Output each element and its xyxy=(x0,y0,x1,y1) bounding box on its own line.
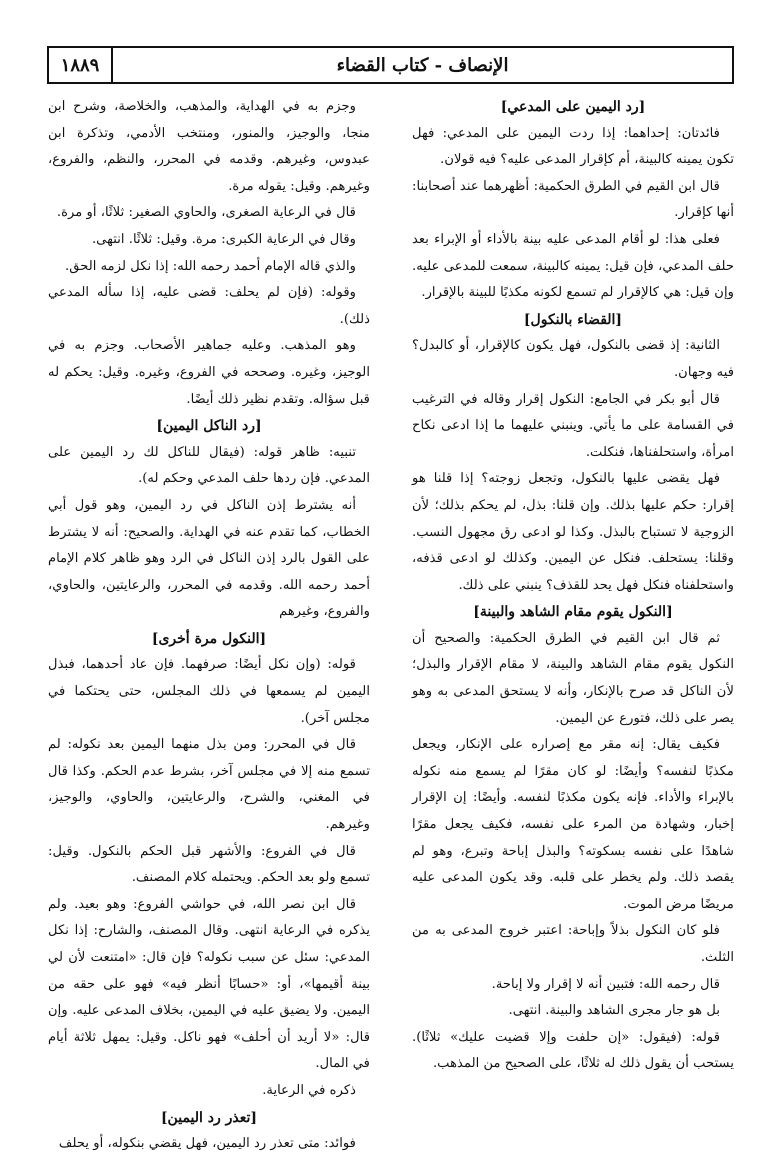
paragraph: قال رحمه الله: فتبين أنه لا إقرار ولا إباحة. xyxy=(491,976,720,992)
running-title: الإنصاف - كتاب القضاء xyxy=(336,54,509,76)
paragraph: قال أبو بكر في الجامع: النكول إقرار وقاله في الترغيب في القسامة على ما يأتي. وينبني عليهما ما إذا ادعى نكاح امرأة، واستحلفناها، فنكلت. xyxy=(412,391,734,460)
paragraph: قال ابن نصر الله، في حواشي الفروع: وهو بعيد. ولم يذكره في الرعاية انتهى. وقال المصنف، والشارح: إذا نكل المدعي: سئل عن سبب نكوله؟ فإن قال: «امتنعت لأن لي بينة أقيمها»، أو: «حسابًا أنظر فيه» فهو على حقه من اليمين. ولا يضيق عليه في اليمين، بخلاف المدعى عليه. وإن قال: «لا أريد أن أحلف» فهو ناكل. وقيل: يمهل ثلاثة أيام في المال. xyxy=(48,896,370,1072)
page-header xyxy=(47,46,734,84)
right-column xyxy=(412,94,734,1084)
paragraph: قوله: (فيقول: «إن حلفت وإلا قضيت عليك» ثلاثًا). يستحب أن يقول ذلك له ثلاثًا، على الصحيح من المذهب. xyxy=(412,1029,734,1072)
paragraph: فعلى هذا: لو أقام المدعى عليه بينة بالأداء أو الإبراء بعد حلف المدعي، فإن قيل: يمينه كالبينة، سمعت للمدعى عليه. وإن قيل: هي كالإقرار لم تسمع لكونه مكذبًا للبينة بالإقرار. xyxy=(412,231,734,301)
paragraph: قال ابن القيم في الطرق الحكمية: أظهرهما عند أصحابنا: أنها كإقرار. xyxy=(412,178,734,221)
paragraph: فوائد: متى تعذر رد اليمين، فهل يقضي بنكوله، أو يحلف xyxy=(58,1136,356,1152)
paragraph: وقال في الرعاية الكبرى: مرة. وقيل: ثلاثًا. انتهى. xyxy=(91,231,356,247)
paragraph: وهو المذهب. وعليه جماهير الأصحاب. وجزم به في الوجيز، وغيره. وصححه في الفروع، وغيره. وقيل: يحكم له قبل سؤاله. وتقدم نظير ذلك أيضًا. xyxy=(48,338,370,407)
paragraph: ذكره في الرعاية. xyxy=(262,1082,356,1098)
paragraph: الثانية: إذ قضى بالنكول، فهل يكون كالإقرار، أو كالبدل؟ فيه وجهان. xyxy=(412,338,734,380)
section-heading: [رد الناكل اليمين] xyxy=(156,418,262,435)
paragraph: قال في المحرر: ومن بذل منهما اليمين بعد نكوله: لم تسمع منه إلا في مجلس آخر، بشرط عدم الحكم. وكذا قال في المغني، والشرح، والرعايتين، والحاوي، والوجيز، وغيرهم. xyxy=(48,737,370,833)
paragraph: ثم قال ابن القيم في الطرق الحكمية: والصحيح أن النكول يقوم مقام الشاهد والبينة، لا مقام الإقرار والبذل؛ لأن الناكل قد صرح بالإنكار، وأنه لا يستحق المدعى به وهو يصر على ذلك، فتورع عن اليمين. xyxy=(412,630,734,726)
paragraph: قوله: (وإن نكل أيضًا: صرفهما. فإن عاد أحدهما، فبذل اليمين لم يسمعها في ذلك المجلس، حتى يحتكما في مجلس آخر). xyxy=(48,657,370,726)
paragraph: وجزم به في الهداية، والمذهب، والخلاصة، وشرح ابن منجا، والوجيز، والمنور، ومنتخب الأدمي، وتذكرة ابن عبدوس، وغيرهم. وقدمه في المحرر، والنظم، والفروع، وغيرهم. وقيل: يقوله مرة. xyxy=(48,99,370,194)
paragraph: فائدتان: إحداهما: إذا ردت اليمين على المدعي: فهل تكون يمينه كالبينة، أم كإقرار المدعى عليه؟ فيه قولان. xyxy=(412,125,734,168)
section-heading: [النكول يقوم مقام الشاهد والبينة] xyxy=(473,604,673,621)
paragraph: قال في الرعاية الصغرى، والحاوي الصغير: ثلاثًا، أو مرة. xyxy=(56,205,356,221)
paragraph: بل هو جار مجرى الشاهد والبينة. انتهى. xyxy=(508,1003,720,1019)
paragraph: تنبيه: ظاهر قوله: (فيقال للناكل لك رد اليمين على المدعي. فإن ردها حلف المدعي وحكم له). xyxy=(48,444,370,487)
paragraph: أنه يشترط إذن الناكل في رد اليمين، وهو قول أبي الخطاب، كما تقدم عنه في الهداية. والصحيح: أنه لا يشترط على القول بالرد إذن الناكل في الرد وهو ظاهر كلام الإمام أحمد رحمه الله. وقدمه في المحرر، والرعايتين، والحاوي، والفروع، وغيرهم xyxy=(48,497,370,620)
paragraph: وقوله: (فإن لم يحلف: قضى عليه، إذا سأله المدعي ذلك). xyxy=(48,285,370,327)
paragraph: فهل يقضى عليها بالنكول، وتجعل زوجته؟ إذا قلنا هو إقرار: حكم عليها بذلك. وإن قلنا: بذل، لم يحكم بذلك؛ لأن الزوجية لا تستباح بالبذل. وكذا لو ادعى رق مجهول النسب. وقلنا: يستحلف. فنكل عن اليمين. وكذلك لو ادعى قذفه، واستحلفناه فنكل فهل يحد للقذف؟ ينبني على ذلك. xyxy=(412,471,734,593)
left-column xyxy=(48,94,370,1152)
section-heading: [النكول مرة أخرى] xyxy=(151,630,267,647)
section-heading: [رد اليمين على المدعي] xyxy=(500,99,646,115)
section-heading: [القضاء بالنكول] xyxy=(523,311,623,328)
paragraph: قال في الفروع: والأشهر قبل الحكم بالنكول. وقيل: تسمع ولو بعد الحكم. ويحتمله كلام المصنف. xyxy=(48,843,370,886)
paragraph: فلو كان النكول بذلاً وإباحة: اعتبر خروج المدعى به من الثلث. xyxy=(412,923,734,965)
section-heading: [تعذر رد اليمين] xyxy=(160,1109,258,1126)
paragraph: والذي قاله الإمام أحمد رحمه الله: إذا نكل لزمه الحق. xyxy=(65,258,356,274)
paragraph: فكيف يقال: إنه مقر مع إصراره على الإنكار، ويجعل مكذبًا لنفسه؟ وأيضًا: لو كان مقرًا لم يسمع منه نكوله بالإبراء والأداء. فإنه يكون مكذبًا لنفسه. وأيضًا: إن الإقرار إخبار، وشهادة من المرء على نفسه، فكيف يجعل مقرًا شاهدًا على نفسه بسكوته؟ والبذل إباحة وتبرع، وهو لم يقصد ذلك. ولم يخطر على قلبه. وقد يكون المدعى عليه مريضًا مرض الموت. xyxy=(412,737,734,912)
page-number: ١٨٨٩ xyxy=(49,48,113,82)
